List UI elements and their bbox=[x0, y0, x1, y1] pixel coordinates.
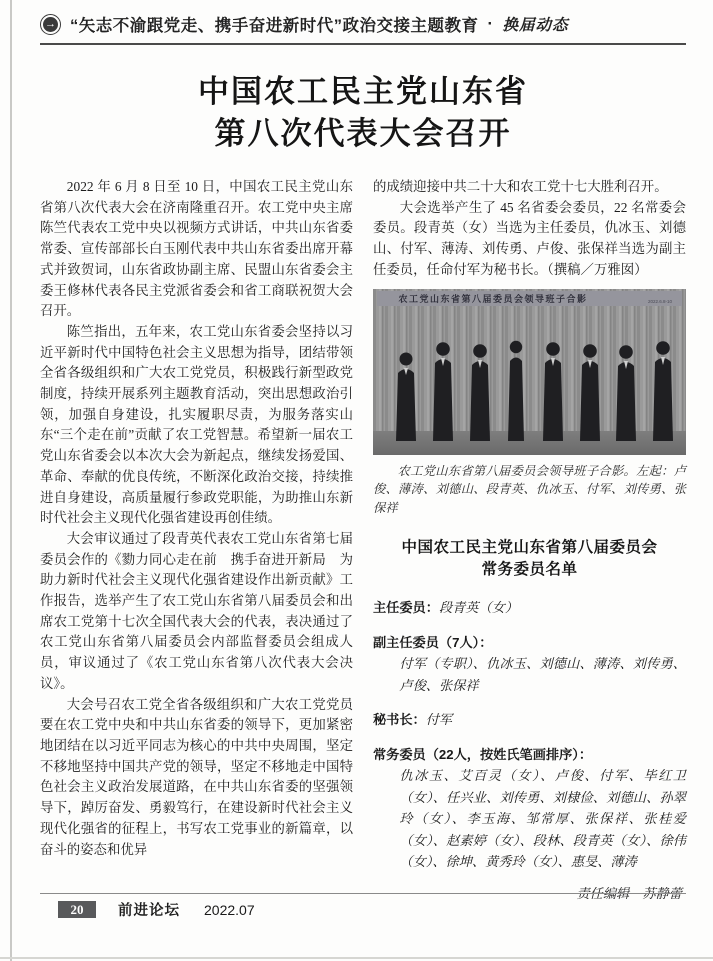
page-edge-shadow-left bbox=[10, 0, 12, 961]
roster-section-secretary-general bbox=[373, 709, 686, 731]
roster-names: 付军（专职）、仇冰玉、刘德山、薄涛、刘传勇、卢俊、张保祥 bbox=[399, 656, 686, 693]
roster-section-chairman bbox=[373, 597, 686, 619]
roster-label: 主任委员： bbox=[373, 600, 439, 616]
photo-banner-text: 农工党山东省第八届委员会领导班子合影 bbox=[398, 293, 588, 304]
kicker-separator: · bbox=[487, 14, 494, 33]
roster-section-vice-chairmen bbox=[373, 632, 686, 697]
roster-label: 副主任委员（7人）： bbox=[373, 634, 493, 650]
article-title-line2: 第八次代表大会召开 bbox=[214, 116, 512, 151]
page-edge-shadow-bottom bbox=[0, 957, 713, 959]
roster-heading-line2: 常务委员名单 bbox=[481, 561, 578, 579]
article-title bbox=[40, 71, 686, 155]
roster-label: 秘书长： bbox=[373, 712, 426, 728]
roster-names: 付军 bbox=[425, 712, 453, 728]
left-column bbox=[40, 177, 353, 902]
photo-banner-date: 2022.6.8-10 bbox=[648, 298, 673, 304]
roster-names: 段青英（女） bbox=[438, 600, 519, 616]
paragraph: 大会审议通过了段青英代表农工党山东省第七届委员会作的《勠力同心走在前 携手奋进开新局 为助力新时代社会主义现代化强省建设作出新贡献》工作报告，选举产生了农工党山东省第八届委员会和出席农工党第十七次全国代表大会的代表，表决通过了农工党山东省第八届委员会内部监督委员会组成人员，审议通过了《农工党山东省第八次代表大会决议》。 bbox=[40, 530, 353, 691]
right-column bbox=[373, 177, 686, 902]
page-footer bbox=[40, 893, 686, 920]
roster-label: 常务委员（22人，按姓氏笔画排序）： bbox=[373, 746, 593, 762]
paragraph-continuation: 的成绩迎接中共二十大和农工党十七大胜利召开。 bbox=[373, 179, 668, 194]
paragraph: 大会选举产生了 45 名省委会委员，22 名常委会委员。段青英（女）当选为主任委员，仇冰玉、刘德山、付军、薄涛、刘传勇、卢俊、张保祥当选为副主任委员，任命付军为秘书长。（撰稿／万雅囡） bbox=[373, 199, 686, 277]
group-photo bbox=[373, 289, 686, 455]
article-title-line1: 中国农工民主党山东省 bbox=[198, 74, 528, 109]
section-kicker bbox=[40, 12, 686, 45]
group-photo-image bbox=[373, 289, 686, 455]
journal-issue: 2022.07 bbox=[204, 901, 255, 918]
paragraph: 2022 年 6 月 8 日至 10 日，中国农工民主党山东省第八次代表大会在济南隆重召开。农工党中央主席陈竺代表农工党中央以视频方式讲话，中共山东省委常委、宣传部部长白玉刚代表中共山东省委出席开幕式并致贺词，山东省政协副主席、民盟山东省委会主委王修林代表各民主党派省委会和省工商联祝贺大会召开。 bbox=[40, 179, 353, 319]
paragraph: 大会号召农工党全省各级组织和广大农工党党员要在农工党中央和中共山东省委的领导下，更加紧密地团结在以习近平同志为核心的中共中央周围，坚定不移地坚持中国共产党的领导，坚定不移地走中国特色社会主义政治发展道路，在中共山东省委的坚强领导下，踔厉奋发、勇毅笃行，在建设新时代社会主义现代化强省的征程上，书写农工党事业的新篇章，以奋斗的姿态和优异 bbox=[40, 696, 353, 857]
roster-list bbox=[373, 597, 686, 902]
photo-caption: 农工党山东省第八届委员会领导班子合影。左起：卢俊、薄涛、刘德山、段青英、仇冰玉、付军、刘传勇、张保祥 bbox=[373, 463, 686, 515]
roster-heading bbox=[373, 537, 686, 581]
roster-section-standing-committee bbox=[373, 744, 686, 873]
kicker-topic-text: “矢志不渝跟党走、携手奋进新时代”政治交接主题教育 bbox=[70, 17, 479, 35]
kicker-column-name: 换届动态 bbox=[502, 17, 569, 34]
roster-heading-line1: 中国农工民主党山东省第八届委员会 bbox=[401, 539, 658, 557]
right-column-text bbox=[373, 177, 686, 281]
page-number: 20 bbox=[58, 901, 96, 918]
paragraph: 陈竺指出，五年来，农工党山东省委会坚持以习近平新时代中国特色社会主义思想为指导，团结带领全省各级组织和广大农工党党员，积极践行新型政党制度，持续开展系列主题教育活动，突出思想政治引领，加强自身建设，扎实履职尽责，为服务落实山东“三个走在前”贡献了农工党智慧。希望新一届农工党山东省委会以本次大会为新起点，继续发扬爱国、革命、奉献的优良传统，不断深化政治交接，持续推进自身建设，高质量履行参政党职能，为助推山东新时代社会主义现代化强省建设再创佳绩。 bbox=[40, 323, 353, 526]
editor-credit: 责任编辑 苏静蕾 bbox=[576, 885, 682, 901]
article-body bbox=[40, 177, 686, 902]
journal-name: 前进论坛 bbox=[118, 903, 180, 919]
circled-arrow-icon: → bbox=[40, 14, 61, 35]
roster-names: 仇冰玉、艾百灵（女）、卢俊、付军、毕红卫（女）、任兴业、刘传勇、刘棣俭、刘德山、孙翠玲（女）、李玉海、邹常厚、张保祥、张桂爱（女）、赵素婷（女）、段林、段青英（女）、徐伟（女）、徐坤、黄秀玲（女）、惠旻、薄涛 bbox=[399, 768, 686, 870]
